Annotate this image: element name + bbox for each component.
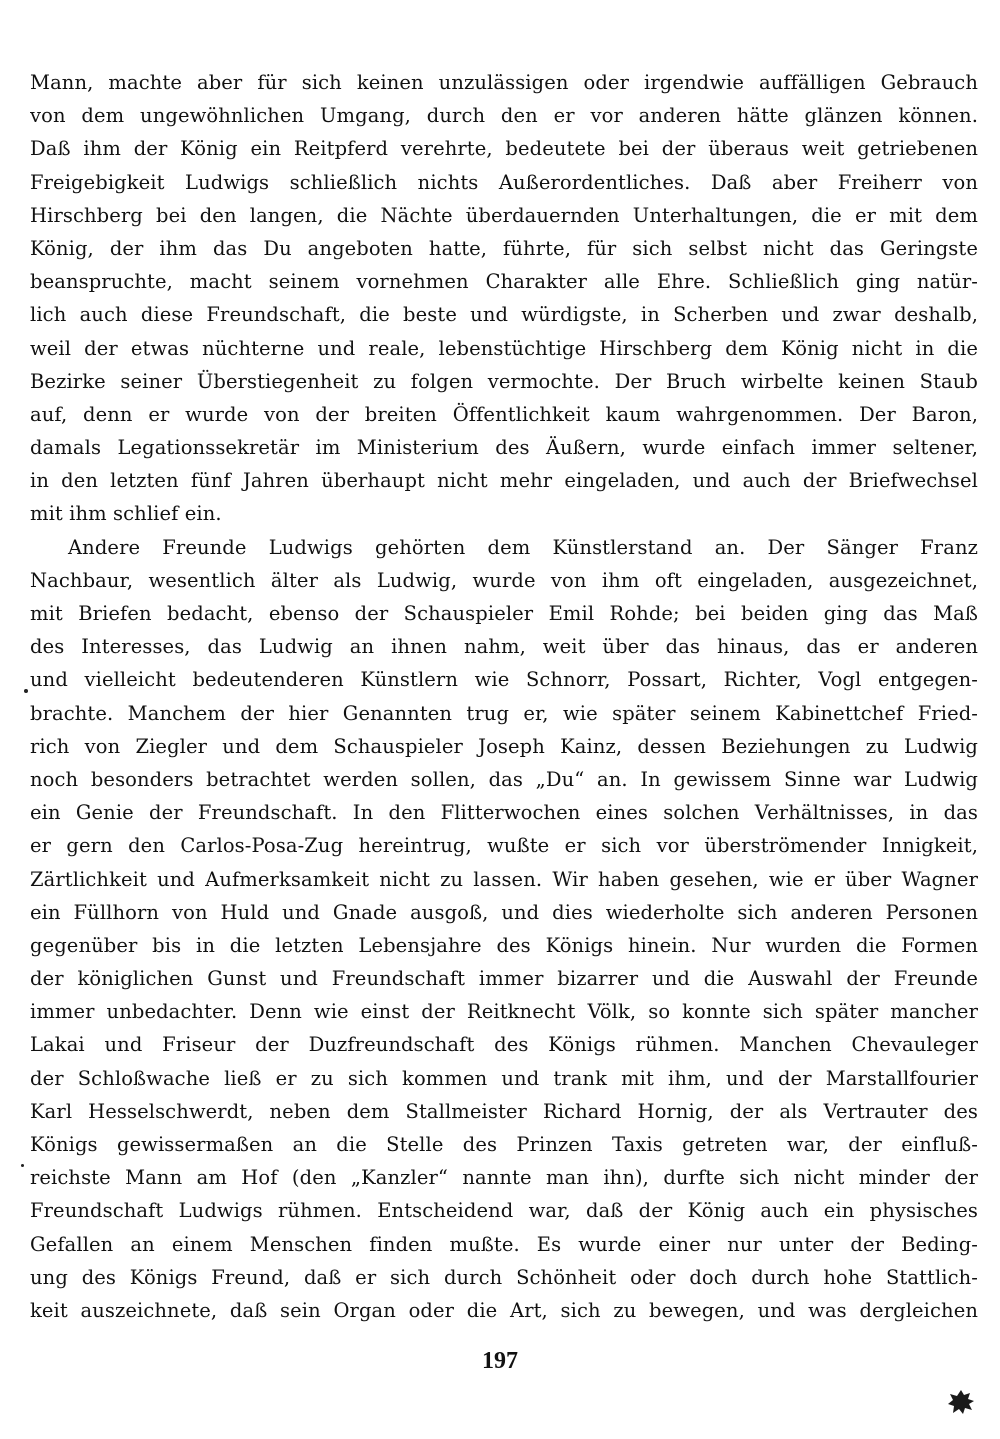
text-line: Königs gewissermaßen an die Stelle des Prinzen Taxis getreten war, der einfluß- [30,1133,978,1156]
text-line: gegenüber bis in die letzten Lebensjahre des Königs hinein. Nur wurden die Formen [30,933,978,957]
text-line: lich auch diese Freundschaft, die beste und würdigste, in Scherben und zwar deshalb, [30,303,978,327]
text-line: Zärtlichkeit und Aufmerksamkeit nicht zu lassen. Wir haben gesehen, wie er über Wagner [30,867,978,891]
text-line: von dem ungewöhnlichen Umgang, durch den er vor anderen hätte glänzen können. [30,104,978,128]
text-line: ein Füllhorn von Huld und Gnade ausgoß, und dies wiederholte sich anderen Personen [30,900,978,924]
text-line: ung des Königs Freund, daß er sich durch Schönheit oder doch durch hohe Stattlich- [30,1265,978,1289]
print-speck [24,689,28,693]
text-line: immer unbedachter. Denn wie einst der Reitknecht Völk, so konnte sich später mancher [30,1000,978,1024]
text-line: rich von Ziegler und dem Schauspieler Joseph Kainz, dessen Beziehungen zu Ludwig [30,734,978,758]
body-text [30,66,978,1327]
ink-blot-mark [945,1387,977,1417]
text-line: in den letzten fünf Jahren überhaupt nicht mehr eingeladen, und auch der Briefwechsel [30,469,978,493]
text-line: und vielleicht bedeutenderen Künstlern wie Schnorr, Possart, Richter, Vogl entgegen- [30,668,978,692]
text-line: auf, denn er wurde von der breiten Öffentlichkeit kaum wahrgenommen. Der Baron, [30,402,978,426]
text-line: noch besonders betrachtet werden sollen, das „Du“ an. In gewissem Sinne war Ludwig [30,767,978,791]
text-line: Bezirke seiner Überstiegenheit zu folgen vermochte. Der Bruch wirbelte keinen Staub [30,369,978,393]
text-line: Daß ihm der König ein Reitpferd verehrte, bedeutete bei der überaus weit getriebenen [30,137,978,161]
text-line: Nachbaur, wesentlich älter als Ludwig, wurde von ihm oft eingeladen, ausgezeichnet, [30,568,978,592]
text-line: mit ihm schlief ein. [30,502,222,526]
print-speck [21,1164,24,1167]
text-line: König, der ihm das Du angeboten hatte, führte, für sich selbst nicht das Geringste [30,236,978,260]
paragraph-2 [30,531,978,1328]
page-number: 197 [482,1348,518,1374]
text-line: Hirschberg bei den langen, die Nächte überdauernden Unterhaltungen, die er mit dem [30,203,978,227]
text-line: keit auszeichnete, daß sein Organ oder die Art, sich zu bewegen, und was dergleichen [30,1298,978,1322]
text-line: Karl Hesselschwerdt, neben dem Stallmeister Richard Hornig, der als Vertrauter des [30,1099,978,1123]
text-line: Andere Freunde Ludwigs gehörten dem Künstlerstand an. Der Sänger Franz [68,535,978,559]
text-line: weil der etwas nüchterne und reale, lebenstüchtige Hirschberg dem König nicht in die [30,336,978,360]
text-line: des Interesses, das Ludwig an ihnen nahm, weit über das hinaus, das er anderen [30,635,978,659]
text-line: mit Briefen bedacht, ebenso der Schauspieler Emil Rohde; bei beiden ging das Maß [30,602,978,625]
text-line: damals Legationssekretär im Ministerium des Äußern, wurde einfach immer seltener, [30,436,978,460]
text-line: ein Genie der Freundschaft. In den Flitterwochen eines solchen Verhältnisses, in das [30,801,978,825]
text-line: er gern den Carlos-Posa-Zug hereintrug, wußte er sich vor überströmender Innigkeit, [30,834,978,858]
text-line: Gefallen an einem Menschen finden mußte. Es wurde einer nur unter der Beding- [30,1232,978,1256]
text-line: beanspruchte, macht seinem vornehmen Charakter alle Ehre. Schließlich ging natür- [30,270,978,294]
text-line: reichste Mann am Hof (den „Kanzler“ nannte man ihn), durfte sich nicht minder der [30,1166,978,1190]
text-line: der königlichen Gunst und Freundschaft immer bizarrer und die Auswahl der Freunde [30,967,978,991]
text-line: Mann, machte aber für sich keinen unzulässigen oder irgendwie auffälligen Gebrauch [30,71,978,94]
text-line: Freigebigkeit Ludwigs schließlich nichts Außerordentliches. Daß aber Freiherr von [30,170,978,194]
paragraph-1 [30,66,978,531]
text-line: Freundschaft Ludwigs rühmen. Entscheidend war, daß der König auch ein physisches [30,1199,978,1223]
text-line: brachte. Manchem der hier Genannten trug er, wie später seinem Kabinettchef Fried- [30,701,978,725]
text-line: Lakai und Friseur der Duzfreundschaft des Königs rühmen. Manchen Chevauleger [30,1033,978,1057]
text-line: der Schloßwache ließ er zu sich kommen und trank mit ihm, und der Marstallfourier [30,1066,978,1090]
